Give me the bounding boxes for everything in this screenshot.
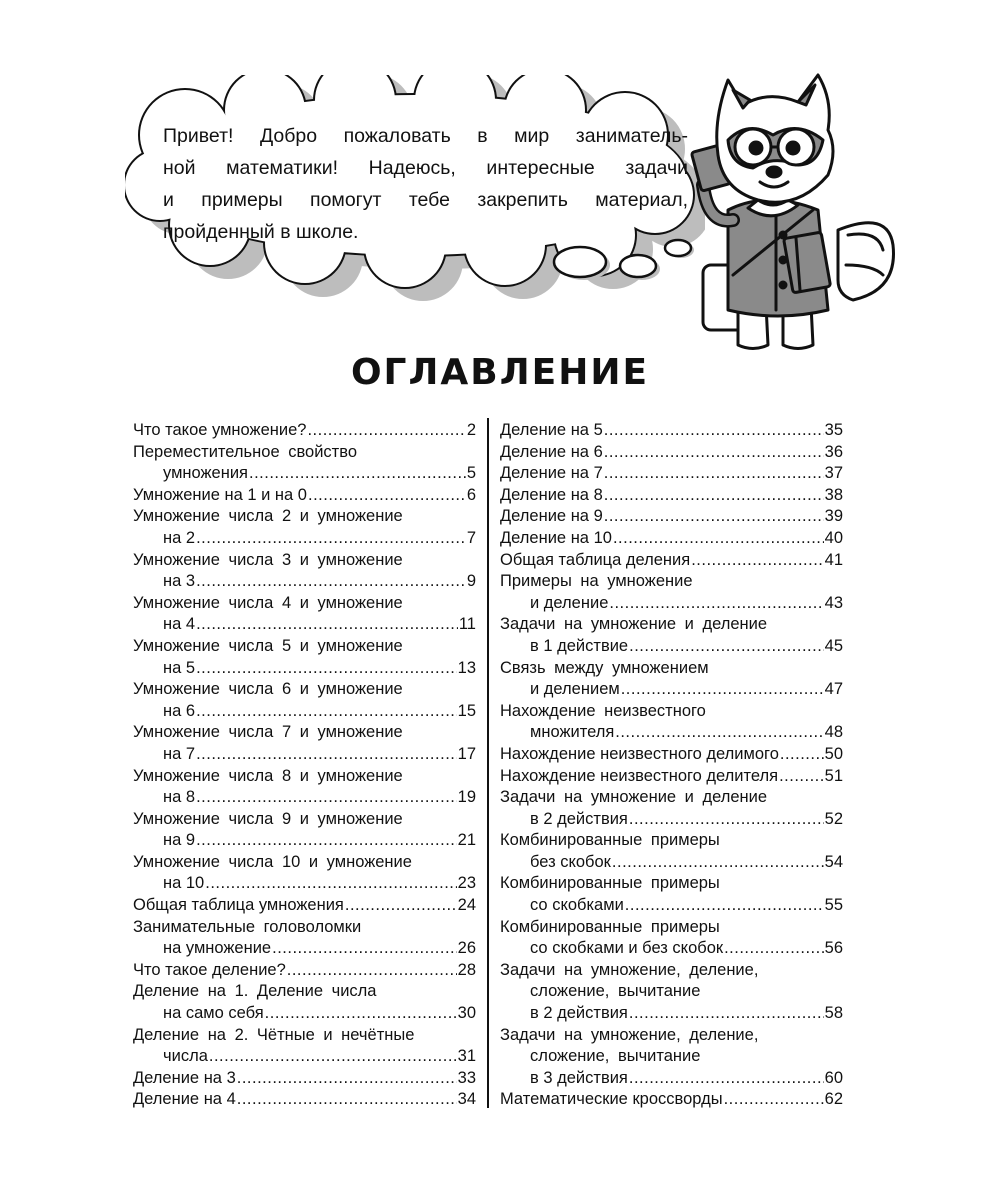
- toc-entry-title[interactable]: Умножение числа 8 и умножение: [133, 766, 403, 785]
- toc-entry[interactable]: Деление на 9 ..... 39: [500, 506, 843, 528]
- toc-entry[interactable]: Что такое деление? ..... 28: [133, 960, 476, 982]
- toc-entry[interactable]: Деление на 8 ..... 38: [500, 485, 843, 507]
- greeting-line: пройденный в школе.: [163, 221, 359, 243]
- toc-entry-title[interactable]: Занимательные головоломки: [133, 917, 362, 936]
- greeting-line: ной математики! Надеюсь, интересные задачи: [163, 157, 688, 179]
- toc-entry-title[interactable]: Комбинированные примеры: [500, 831, 720, 850]
- toc-entry-title[interactable]: Умножение числа 2 и умножение: [133, 507, 403, 526]
- toc-entry-title[interactable]: сложение, вычитание: [530, 1047, 701, 1066]
- toc-entry-title[interactable]: Умножение числа 5 и умножение: [133, 636, 403, 655]
- toc-entry[interactable]: Деление на 3 ..... 33: [133, 1068, 476, 1090]
- toc-entry-title[interactable]: Умножение числа 10 и умножение: [133, 852, 412, 871]
- toc-entry[interactable]: Общая таблица умножения ..... 24: [133, 895, 476, 917]
- greeting-line: и примеры помогут тебе закрепить материал,: [163, 189, 688, 211]
- toc-entry-title[interactable]: сложение, вычитание: [530, 982, 701, 1001]
- toc-entry-title[interactable]: Переместительное свойство: [133, 442, 357, 461]
- toc-entry[interactable]: и деление ..... 43: [500, 593, 843, 615]
- raccoon-mascot-illustration: [688, 60, 903, 360]
- toc-entry-title[interactable]: Нахождение неизвестного: [500, 701, 706, 720]
- toc-entry[interactable]: на 5 ..... 13: [133, 658, 476, 680]
- toc-entry[interactable]: на само себя ..... 30: [133, 1003, 476, 1025]
- toc-right-column: [500, 420, 843, 1111]
- toc-entry-title[interactable]: Умножение числа 7 и умножение: [133, 723, 403, 742]
- toc-entry[interactable]: Что такое умножение? ..... 2: [133, 420, 476, 442]
- toc-entry[interactable]: на 4 ..... 11: [133, 614, 476, 636]
- toc-entry[interactable]: Нахождение неизвестного делителя ..... 51: [500, 766, 843, 788]
- greeting-line: Привет! Добро пожаловать в мир заниматель-: [163, 125, 688, 147]
- toc-entry-title[interactable]: Связь между умножением: [500, 658, 709, 677]
- toc-entry[interactable]: Математические кроссворды ..... 62: [500, 1089, 843, 1111]
- toc-entry[interactable]: без скобок ..... 54: [500, 852, 843, 874]
- column-divider: [487, 418, 489, 1108]
- toc-entry[interactable]: на 7 ..... 17: [133, 744, 476, 766]
- toc-entry[interactable]: на 3 ..... 9: [133, 571, 476, 593]
- toc-entry-title[interactable]: Задачи на умножение и деление: [500, 788, 768, 807]
- toc-entry-title[interactable]: Деление на 2. Чётные и нечётные: [133, 1025, 415, 1044]
- toc-entry-title[interactable]: Комбинированные примеры: [500, 917, 720, 936]
- toc-entry[interactable]: в 2 действия ..... 58: [500, 1003, 843, 1025]
- toc-entry-title[interactable]: Комбинированные примеры: [500, 874, 720, 893]
- toc-entry[interactable]: числа ..... 31: [133, 1046, 476, 1068]
- toc-entry-title[interactable]: Деление на 1. Деление числа: [133, 982, 377, 1001]
- toc-entry[interactable]: со скобками ..... 55: [500, 895, 843, 917]
- toc-entry[interactable]: на умножение ..... 26: [133, 938, 476, 960]
- greeting-text: [163, 120, 688, 248]
- toc-entry[interactable]: Общая таблица деления ..... 41: [500, 550, 843, 572]
- toc-entry[interactable]: в 2 действия ..... 52: [500, 809, 843, 831]
- toc-entry-title[interactable]: Примеры на умножение: [500, 572, 693, 591]
- toc-entry-title[interactable]: Задачи на умножение, деление,: [500, 1025, 759, 1044]
- toc-entry[interactable]: умножения ..... 5: [133, 463, 476, 485]
- toc-entry[interactable]: Умножение на 1 и на 0 ..... 6: [133, 485, 476, 507]
- toc-entry-title[interactable]: Умножение числа 4 и умножение: [133, 593, 403, 612]
- toc-left-column: [133, 420, 476, 1111]
- toc-entry[interactable]: в 1 действие ..... 45: [500, 636, 843, 658]
- toc-entry[interactable]: в 3 действия ..... 60: [500, 1068, 843, 1090]
- toc-entry[interactable]: на 6 ..... 15: [133, 701, 476, 723]
- toc-entry[interactable]: и делением ..... 47: [500, 679, 843, 701]
- toc-entry-title[interactable]: Задачи на умножение и деление: [500, 615, 768, 634]
- toc-entry[interactable]: Нахождение неизвестного делимого ..... 50: [500, 744, 843, 766]
- toc-entry-title[interactable]: Умножение числа 3 и умножение: [133, 550, 403, 569]
- toc-entry[interactable]: множителя ..... 48: [500, 722, 843, 744]
- toc-entry[interactable]: со скобками и без скобок ..... 56: [500, 938, 843, 960]
- toc-entry[interactable]: Деление на 5 ..... 35: [500, 420, 843, 442]
- toc-entry-title[interactable]: Умножение числа 9 и умножение: [133, 809, 403, 828]
- toc-entry[interactable]: на 10 ..... 23: [133, 873, 476, 895]
- toc-entry[interactable]: на 8 ..... 19: [133, 787, 476, 809]
- page-title: ОГЛАВЛЕНИЕ: [350, 352, 650, 393]
- toc-entry-title[interactable]: Задачи на умножение, деление,: [500, 960, 759, 979]
- toc-entry[interactable]: Деление на 6 ..... 36: [500, 442, 843, 464]
- toc-entry-title[interactable]: Умножение числа 6 и умножение: [133, 680, 403, 699]
- toc-entry[interactable]: Деление на 4 ..... 34: [133, 1089, 476, 1111]
- toc-entry[interactable]: Деление на 7 ..... 37: [500, 463, 843, 485]
- toc-entry[interactable]: на 9 ..... 21: [133, 830, 476, 852]
- toc-entry[interactable]: на 2 ..... 7: [133, 528, 476, 550]
- toc-entry[interactable]: Деление на 10 ..... 40: [500, 528, 843, 550]
